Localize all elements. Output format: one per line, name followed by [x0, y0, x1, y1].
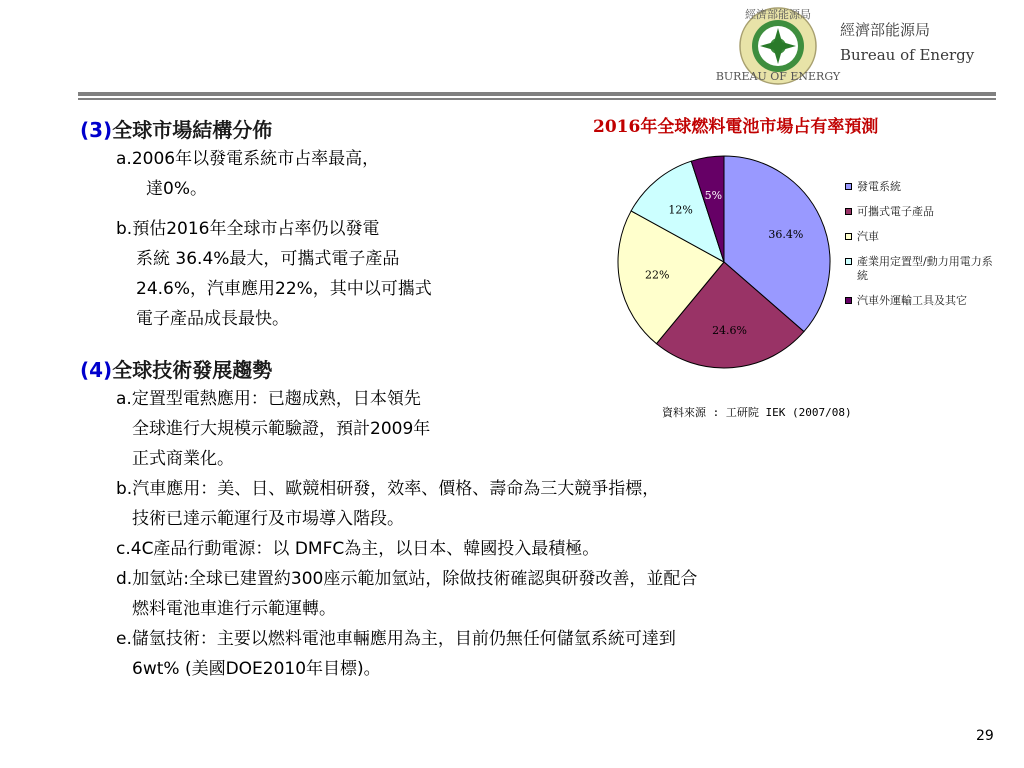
section-4-title: 全球技術發展趨勢	[112, 358, 273, 382]
chart-legend	[845, 180, 995, 319]
legend-swatch	[845, 297, 852, 304]
s3-item-a-line-1: a.2006年以發電系統市占率最高，	[116, 149, 380, 169]
legend-item-power	[845, 180, 995, 194]
s4-item-b-line-2: 技術已達示範運行及市場導入階段。	[132, 509, 404, 529]
legend-label: 發電系統	[857, 180, 901, 193]
s4-item-a-line-3: 正式商業化。	[132, 449, 234, 469]
pie-label-0: 36.4%	[768, 227, 804, 241]
legend-item-auto	[845, 230, 995, 244]
pie-chart	[610, 150, 840, 375]
legend-item-industrial	[845, 255, 995, 283]
header-divider-thick	[78, 92, 996, 96]
legend-label: 可攜式電子產品	[857, 205, 934, 218]
s4-item-b-line-1: b.汽車應用：美、日、歐競相研發，效率、價格、壽命為三大競爭指標，	[116, 479, 660, 499]
org-name-zh: 經濟部能源局	[840, 21, 931, 39]
chart-title: 2016年全球燃料電池市場占有率預測	[593, 117, 879, 137]
s3-item-b-line-3: 24.6%，汽車應用22%，其中以可攜式	[136, 279, 432, 299]
s4-item-e-line-1: e.儲氫技術：主要以燃料電池車輛應用為主，目前仍無任何儲氫系統可達到	[116, 629, 676, 649]
s3-item-b-line-1: b.預估2016年全球市占率仍以發電	[116, 219, 380, 239]
section-3-heading	[80, 114, 272, 143]
s3-item-a-line-2: 達0%。	[146, 179, 207, 199]
s4-item-a-line-2: 全球進行大規模示範驗證，預計2009年	[132, 419, 431, 439]
legend-swatch	[845, 208, 852, 215]
svg-text:BUREAU OF ENERGY: BUREAU OF ENERGY	[715, 70, 841, 83]
legend-label: 汽車	[857, 230, 879, 243]
header-divider-thin	[78, 98, 996, 100]
section-4-heading	[80, 354, 272, 383]
s4-item-d-line-1: d.加氫站:全球已建置約300座示範加氫站，除做技術確認與研發改善，並配合	[116, 569, 698, 589]
bureau-of-energy-logo	[715, 6, 841, 86]
s3-item-b-line-2: 系統 36.4%最大，可攜式電子產品	[136, 249, 400, 269]
s4-item-d-line-2: 燃料電池車進行示範運轉。	[132, 599, 336, 619]
legend-item-other-transport	[845, 294, 995, 308]
pie-label-3: 12%	[668, 203, 693, 217]
legend-item-portable	[845, 205, 995, 219]
section-4-number: (4)	[80, 358, 113, 382]
s4-item-e-line-2: 6wt% (美國DOE2010年目標)。	[132, 659, 381, 679]
legend-swatch	[845, 233, 852, 240]
svg-text:經濟部能源局: 經濟部能源局	[745, 8, 811, 21]
page-number: 29	[976, 728, 994, 744]
s3-item-b-line-4: 電子產品成長最快。	[136, 309, 289, 329]
section-3-number: (3)	[80, 118, 113, 142]
pie-label-4: 5%	[704, 188, 723, 202]
legend-swatch	[845, 183, 852, 190]
source-note: 資料來源 : 工研院 IEK (2007/08)	[662, 406, 852, 419]
pie-label-1: 24.6%	[712, 323, 748, 337]
s4-item-c-line-1: c.4C產品行動電源：以 DMFC為主，以日本、韓國投入最積極。	[116, 539, 600, 559]
section-3-title: 全球市場結構分佈	[112, 118, 273, 142]
legend-swatch	[845, 258, 852, 265]
s4-item-a-line-1: a.定置型電熱應用：已趨成熟，日本領先	[116, 389, 421, 409]
legend-label: 產業用定置型/動力用電力系統	[857, 255, 993, 282]
legend-label: 汽車外運輸工具及其它	[857, 294, 967, 307]
pie-label-2: 22%	[644, 268, 670, 282]
org-name-en: Bureau of Energy	[840, 46, 975, 64]
